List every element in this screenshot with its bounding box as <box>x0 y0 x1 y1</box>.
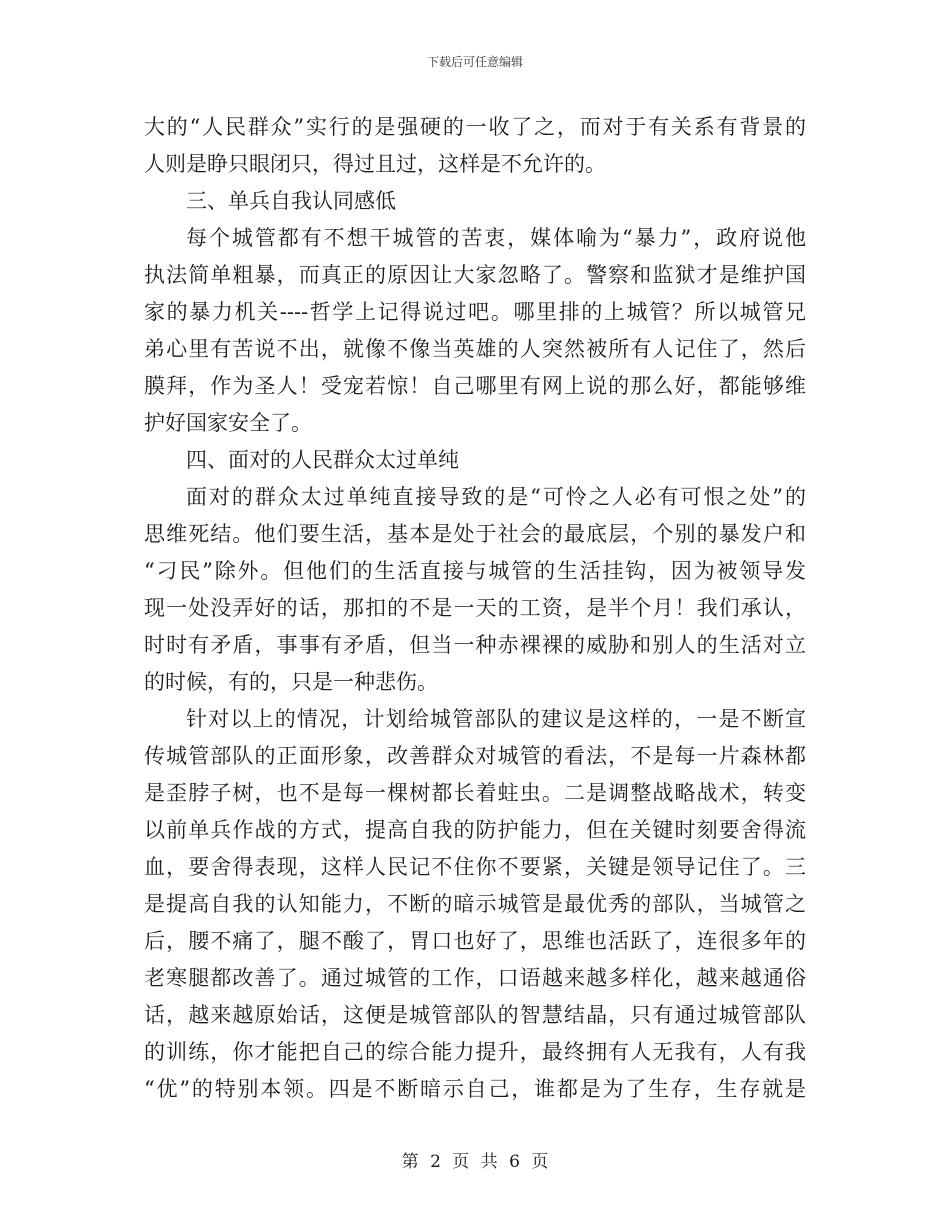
text-line: 思维死结。他们要生活，基本是处于社会的最底层，个别的暴发户和 <box>144 522 806 546</box>
text-line: 执法简单粗暴，而真正的原因让大家忽略了。警察和监狱才是维护国 <box>144 263 806 287</box>
text-line: 大的“人民群众”实行的是强硬的一收了之，而对于有关系有背景的 <box>144 115 806 139</box>
text-line: 护好国家安全了。 <box>144 411 312 435</box>
text-line: 的时候，有的，只是一种悲伤。 <box>144 670 438 694</box>
text-line: 时时有矛盾，事事有矛盾，但当一种赤裸裸的威胁和别人的生活对立 <box>144 633 806 657</box>
text-line: “刁民”除外。但他们的生活直接与城管的生活挂钩，因为被领导发 <box>144 559 806 583</box>
text-line: 四、面对的人民群众太过单纯 <box>186 448 459 472</box>
text-line: 针对以上的情况，计划给城管部队的建议是这样的，一是不断宣 <box>186 707 806 731</box>
text-line: 弟心里有苦说不出，就像不像当英雄的人突然被所有人记住了，然后 <box>144 337 806 361</box>
text-line: 三、单兵自我认同感低 <box>186 189 396 213</box>
text-line: 是提高自我的认知能力，不断的暗示城管是最优秀的部队，当城管之 <box>144 892 806 916</box>
text-line: 血，要舍得表现，这样人民记不住你不要紧，关键是领导记住了。三 <box>144 855 806 879</box>
text-line: 每个城管都有不想干城管的苦衷，媒体喻为“暴力”，政府说他 <box>186 226 806 250</box>
text-line: 面对的群众太过单纯直接导致的是“可怜之人必有可恨之处”的 <box>186 485 806 509</box>
text-line: 膜拜，作为圣人！受宠若惊！自己哪里有网上说的那么好，都能够维 <box>144 374 806 398</box>
page-header: 下载后可任意编辑 <box>426 55 523 69</box>
text-line: 老寒腿都改善了。通过城管的工作，口语越来越多样化，越来越通俗 <box>144 966 806 990</box>
page-footer: 第 2 页 共 6 页 <box>401 1152 549 1172</box>
text-line: 家的暴力机关----哲学上记得说过吧。哪里排的上城管？所以城管兄 <box>144 300 806 324</box>
text-line: 传城管部队的正面形象，改善群众对城管的看法，不是每一片森林都 <box>144 744 806 768</box>
text-line: 以前单兵作战的方式，提高自我的防护能力，但在关键时刻要舍得流 <box>144 818 806 842</box>
text-line: 的训练，你才能把自己的综合能力提升，最终拥有人无我有，人有我 <box>144 1040 806 1064</box>
text-line: 后，腰不痛了，腿不酸了，胃口也好了，思维也活跃了，连很多年的 <box>144 929 806 953</box>
document-body <box>144 109 806 1108</box>
text-line: 是歪脖子树，也不是每一棵树都长着蛀虫。二是调整战略战术，转变 <box>144 781 806 805</box>
text-line: 现一处没弄好的话，那扣的不是一天的工资，是半个月！我们承认， <box>144 596 806 620</box>
text-line: 话，越来越原始话，这便是城管部队的智慧结晶，只有通过城管部队 <box>144 1003 806 1027</box>
text-line: “优”的特别本领。四是不断暗示自己，谁都是为了生存，生存就是 <box>144 1077 806 1101</box>
text-line: 人则是睁只眼闭只，得过且过，这样是不允许的。 <box>144 152 606 176</box>
